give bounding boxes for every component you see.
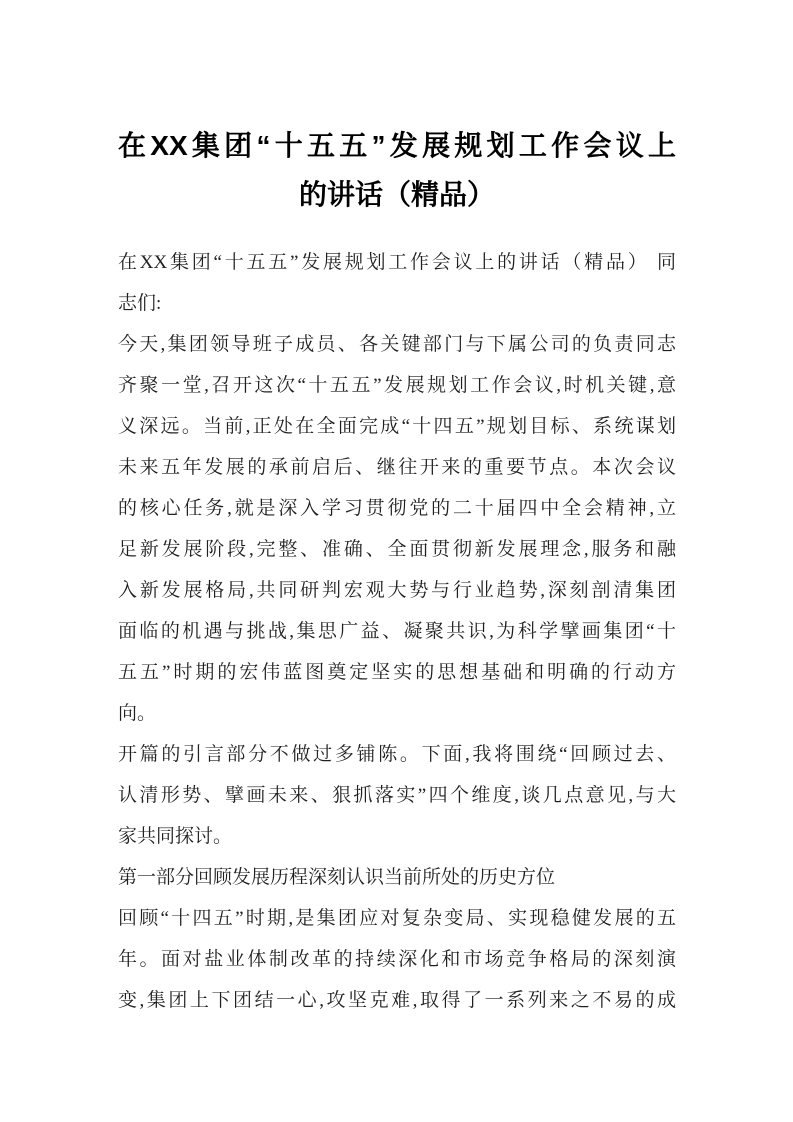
text-line: 认清形势、擘画未来、狠抓落实”四个维度,谈几点意见,与大 bbox=[118, 785, 676, 806]
document-body bbox=[118, 242, 676, 1021]
text-line: 开篇的引言部分不做过多铺陈。下面,我将围绕“回顾过去、 bbox=[118, 744, 676, 765]
text-line: 五五”时期的宏伟蓝图奠定坚实的思想基础和明确的行动方 bbox=[118, 662, 676, 683]
text-line: 入新发展格局,共同研判宏观大势与行业趋势,深刻剖清集团 bbox=[118, 580, 676, 601]
text-line: 的核心任务,就是深入学习贯彻党的二十届四中全会精神,立 bbox=[118, 498, 676, 519]
text-line: 向。 bbox=[118, 703, 157, 724]
text-line: 回顾“十四五”时期,是集团应对复杂变局、实现稳健发展的五 bbox=[118, 908, 676, 929]
paragraph bbox=[118, 857, 676, 898]
paragraph bbox=[118, 242, 676, 324]
text-line: 今天,集团领导班子成员、各关键部门与下属公司的负责同志 bbox=[118, 334, 676, 355]
text-line: 第一部分回顾发展历程深刻认识当前所处的历史方位 bbox=[118, 867, 556, 888]
text-line: 义深远。当前,正处在全面完成“十四五”规划目标、系统谋划 bbox=[118, 416, 676, 437]
text-line: 在XX集团“十五五”发展规划工作会议上的讲话（精品） 同 bbox=[118, 252, 676, 273]
text-line: 足新发展阶段,完整、准确、全面贯彻新发展理念,服务和融 bbox=[118, 539, 676, 560]
text-line: 齐聚一堂,召开这次“十五五”发展规划工作会议,时机关键,意 bbox=[118, 375, 676, 396]
text-line: 志们: bbox=[118, 293, 162, 314]
paragraph bbox=[118, 734, 676, 857]
text-line: 变,集团上下团结一心,攻坚克难,取得了一系列来之不易的成 bbox=[118, 990, 676, 1011]
doc-title bbox=[118, 121, 676, 219]
text-line: 面临的机遇与挑战,集思广益、凝聚共识,为科学擘画集团“十 bbox=[118, 621, 676, 642]
text-line: 年。面对盐业体制改革的持续深化和市场竞争格局的深刻演 bbox=[118, 949, 676, 970]
text-line: 家共同探讨。 bbox=[118, 826, 233, 847]
doc-title-line-2: 的讲话（精品） bbox=[298, 179, 495, 210]
paragraph bbox=[118, 324, 676, 734]
paragraph bbox=[118, 898, 676, 1021]
text-line: 未来五年发展的承前启后、继往开来的重要节点。本次会议 bbox=[118, 457, 676, 478]
doc-title-line-1: 在XX集团“十五五”发展规划工作会议上 bbox=[118, 130, 676, 161]
